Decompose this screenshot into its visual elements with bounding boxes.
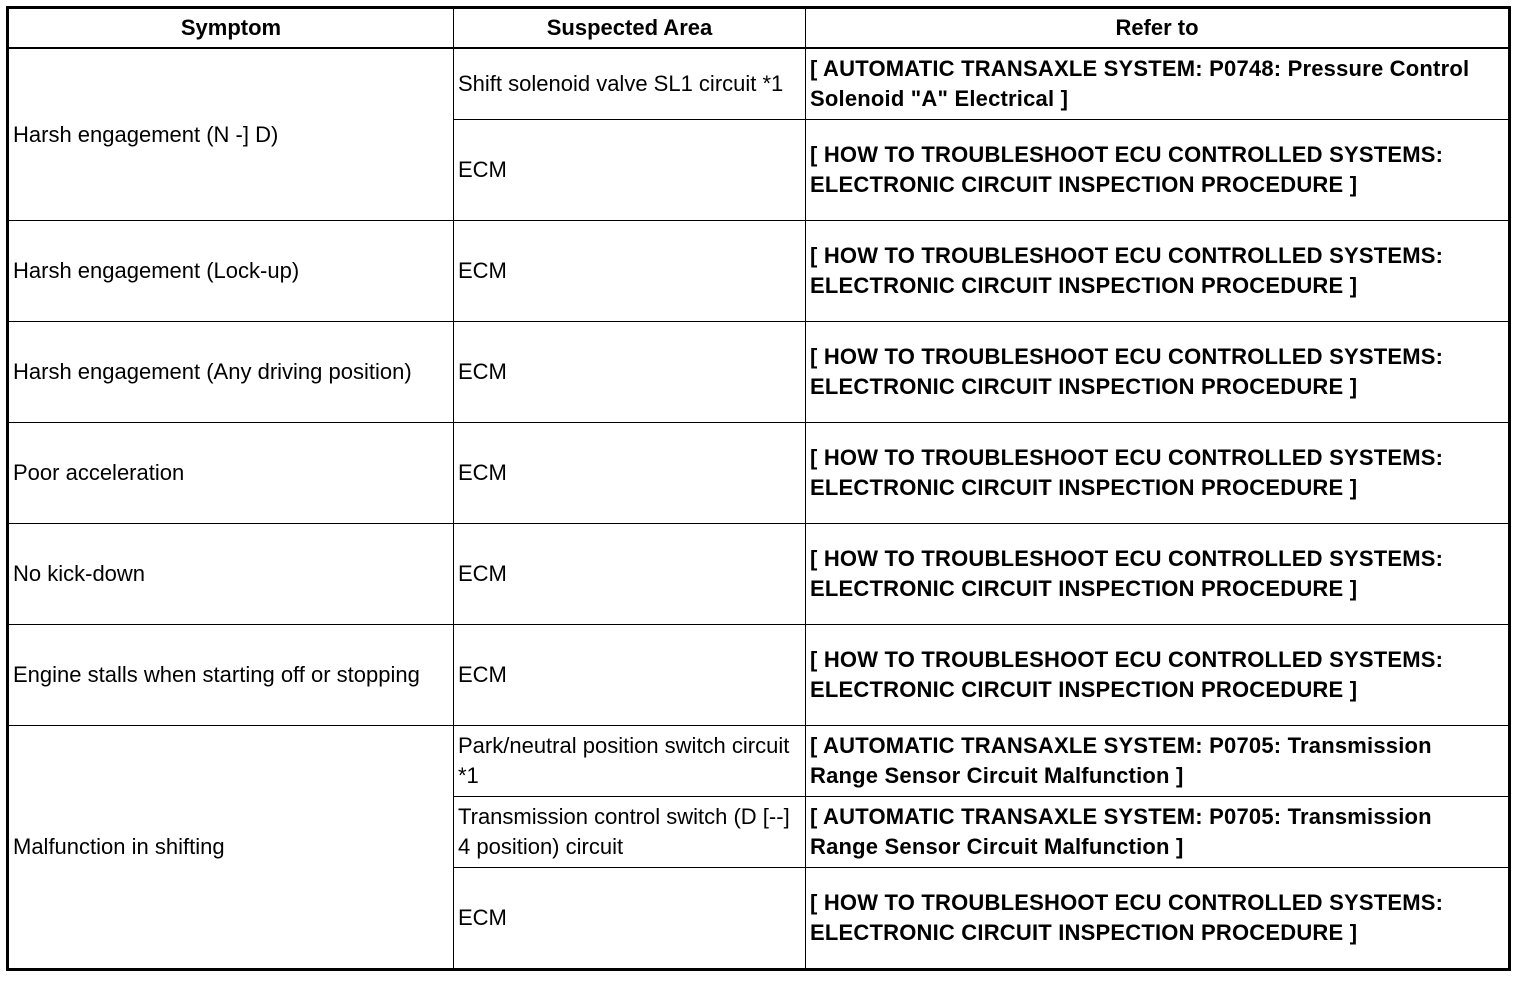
table-row: [8, 726, 1510, 797]
symptom-cell: Poor acceleration: [8, 423, 454, 524]
header-row: [8, 8, 1510, 49]
symptom-cell: Harsh engagement (N -] D): [8, 48, 454, 221]
refer-to-link[interactable]: [ HOW TO TROUBLESHOOT ECU CONTROLLED SYSTEMS: ELECTRONIC CIRCUIT INSPECTION PROCEDURE ]: [806, 868, 1510, 970]
symptom-cell: Engine stalls when starting off or stopping: [8, 625, 454, 726]
header-suspected-area: Suspected Area: [454, 8, 806, 49]
table-row: [8, 48, 1510, 120]
suspected-area-cell: Park/neutral position switch circuit *1: [454, 726, 806, 797]
refer-to-link[interactable]: [ AUTOMATIC TRANSAXLE SYSTEM: P0705: Transmission Range Sensor Circuit Malfunction ]: [806, 797, 1510, 868]
table-row: [8, 322, 1510, 423]
header-symptom: Symptom: [8, 8, 454, 49]
troubleshooting-table-container: [6, 6, 1508, 971]
suspected-area-cell: ECM: [454, 868, 806, 970]
suspected-area-cell: ECM: [454, 120, 806, 221]
suspected-area-cell: Transmission control switch (D [--] 4 position) circuit: [454, 797, 806, 868]
symptom-cell: No kick-down: [8, 524, 454, 625]
table-row: [8, 625, 1510, 726]
suspected-area-cell: ECM: [454, 524, 806, 625]
table-row: [8, 524, 1510, 625]
suspected-area-cell: ECM: [454, 423, 806, 524]
refer-to-link[interactable]: [ AUTOMATIC TRANSAXLE SYSTEM: P0705: Transmission Range Sensor Circuit Malfunction ]: [806, 726, 1510, 797]
troubleshooting-table: [6, 6, 1511, 971]
refer-to-link[interactable]: [ HOW TO TROUBLESHOOT ECU CONTROLLED SYSTEMS: ELECTRONIC CIRCUIT INSPECTION PROCEDURE ]: [806, 423, 1510, 524]
symptom-cell: Malfunction in shifting: [8, 726, 454, 970]
header-refer-to: Refer to: [806, 8, 1510, 49]
table-row: [8, 423, 1510, 524]
refer-to-link[interactable]: [ HOW TO TROUBLESHOOT ECU CONTROLLED SYSTEMS: ELECTRONIC CIRCUIT INSPECTION PROCEDURE ]: [806, 524, 1510, 625]
refer-to-link[interactable]: [ AUTOMATIC TRANSAXLE SYSTEM: P0748: Pressure Control Solenoid "A" Electrical ]: [806, 48, 1510, 120]
suspected-area-cell: ECM: [454, 221, 806, 322]
suspected-area-cell: ECM: [454, 625, 806, 726]
table-row: [8, 221, 1510, 322]
refer-to-link[interactable]: [ HOW TO TROUBLESHOOT ECU CONTROLLED SYSTEMS: ELECTRONIC CIRCUIT INSPECTION PROCEDURE ]: [806, 625, 1510, 726]
refer-to-link[interactable]: [ HOW TO TROUBLESHOOT ECU CONTROLLED SYSTEMS: ELECTRONIC CIRCUIT INSPECTION PROCEDURE ]: [806, 221, 1510, 322]
suspected-area-cell: ECM: [454, 322, 806, 423]
suspected-area-cell: Shift solenoid valve SL1 circuit *1: [454, 48, 806, 120]
symptom-cell: Harsh engagement (Any driving position): [8, 322, 454, 423]
refer-to-link[interactable]: [ HOW TO TROUBLESHOOT ECU CONTROLLED SYSTEMS: ELECTRONIC CIRCUIT INSPECTION PROCEDURE ]: [806, 120, 1510, 221]
refer-to-link[interactable]: [ HOW TO TROUBLESHOOT ECU CONTROLLED SYSTEMS: ELECTRONIC CIRCUIT INSPECTION PROCEDURE ]: [806, 322, 1510, 423]
symptom-cell: Harsh engagement (Lock-up): [8, 221, 454, 322]
